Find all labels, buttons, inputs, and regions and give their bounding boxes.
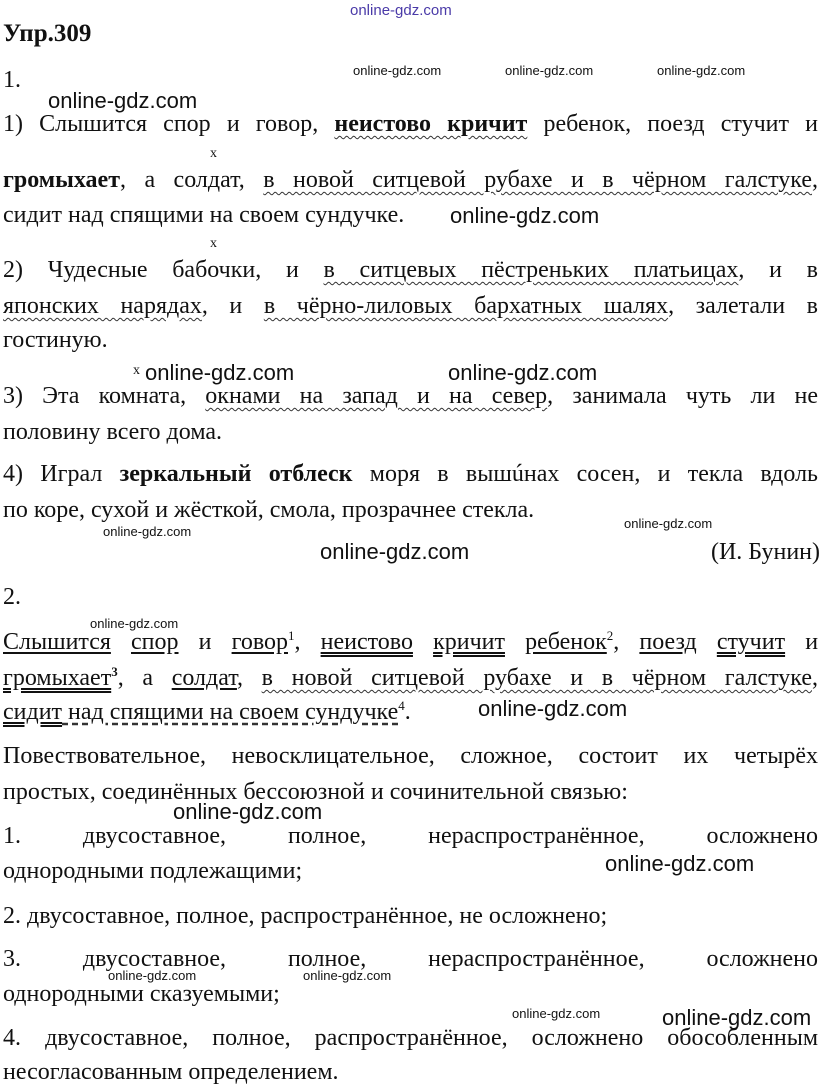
list-item [3, 1024, 818, 1052]
clause-index: 4 [398, 698, 405, 713]
watermark: online-gdz.com [450, 203, 600, 228]
watermark: online-gdz.com [624, 516, 713, 531]
highlighted-text: неистово кричит [334, 111, 528, 137]
watermark: online-gdz.com [478, 696, 628, 721]
text: , а [117, 665, 172, 691]
watermark: online-gdz.com [108, 968, 197, 983]
text: и [198, 629, 212, 655]
x-mark: x [210, 146, 217, 161]
text: , [294, 629, 301, 655]
watermark: online-gdz.com [173, 799, 323, 824]
text: , [812, 665, 818, 691]
text: , и [201, 293, 264, 319]
author: (И. Бунин) [710, 539, 820, 565]
text: ребенок, поезд стучит и [527, 111, 818, 137]
watermark: online-gdz.com [320, 539, 470, 564]
subject-word: говор [231, 629, 288, 655]
subject-word: ребенок [525, 629, 607, 655]
x-mark: x [133, 363, 140, 378]
text-line [3, 201, 404, 229]
text: , и в [738, 257, 818, 283]
text-line [3, 418, 222, 446]
list-item [3, 822, 818, 850]
watermark: online-gdz.com [145, 360, 295, 385]
watermark: online-gdz.com [303, 968, 392, 983]
text: гостиную. [3, 327, 108, 353]
watermark: online-gdz.com [662, 1005, 812, 1030]
text-line [3, 256, 818, 284]
watermark: online-gdz.com [103, 524, 192, 539]
exercise-title: Упр.309 [3, 20, 92, 47]
text-line [3, 496, 534, 524]
text-line [3, 166, 818, 194]
text: моря в вышúнах сосен, и текла вдоль [352, 461, 818, 487]
parsed-line [3, 698, 411, 726]
underlined-text: в новой ситцевой рубахе и в чёрном галстуке [263, 167, 813, 193]
part-number: 1. [3, 67, 21, 93]
watermark: online-gdz.com [90, 616, 179, 631]
highlighted-text: громыхает [3, 167, 120, 193]
text-line [3, 742, 818, 770]
text-line [3, 110, 818, 138]
text: 1. двусоставное, полное, нераспространённое, осложнено [3, 823, 818, 849]
text-line [3, 460, 818, 488]
text: , залетали в [668, 293, 818, 319]
underlined-text: в чёрно-лиловых бархатных шалях [263, 293, 669, 319]
text: однородными подлежащими; [3, 858, 303, 884]
x-mark: x [210, 236, 217, 251]
text: Повествовательное, невосклицательное, сложное, состоит их четырёх [3, 743, 818, 769]
watermark: online-gdz.com [505, 63, 594, 78]
subject-word: спор [131, 629, 179, 655]
clause-index: 1 [288, 628, 295, 643]
text-line [3, 778, 628, 806]
text: 2) Чудесные бабочки, и [3, 257, 324, 283]
text-line [3, 382, 818, 410]
text: . [404, 699, 411, 725]
text: 1) Слышится спор и говор, [3, 111, 335, 137]
predicate-word: кричит [433, 629, 505, 655]
watermark: online-gdz.com [448, 360, 598, 385]
watermark: online-gdz.com [353, 63, 442, 78]
text: , [812, 167, 819, 193]
text: , [236, 665, 262, 691]
text: 3) Эта комната, [3, 383, 206, 409]
watermark: online-gdz.com [48, 88, 198, 113]
text-line [3, 326, 108, 354]
watermark: online-gdz.com [605, 851, 755, 876]
text: несогласованным определением. [3, 1059, 339, 1085]
part-number: 2. [3, 584, 21, 610]
clause-index: 2 [606, 628, 614, 643]
watermark: online-gdz.com [350, 2, 452, 19]
subject-word: солдат [171, 665, 237, 691]
predicate-word: неистово [320, 629, 413, 655]
list-item [3, 857, 302, 885]
text: однородными сказуемыми; [3, 981, 280, 1007]
list-item [3, 945, 818, 973]
text: , а солдат, [120, 167, 264, 193]
list-item [3, 902, 607, 930]
text: сидит над спящими на своем сундучке. [3, 202, 405, 228]
text: 4. двусоставное, полное, распространённое, осложнено обособленным [3, 1025, 818, 1051]
predicate-word: громыхает [3, 665, 112, 691]
attribute-phrase: в новой ситцевой рубахе и в чёрном галстуке [261, 665, 812, 691]
parsed-line [3, 628, 818, 656]
clause-index: 3 [111, 664, 118, 679]
predicate-word: сидит [3, 699, 63, 725]
text: и [805, 629, 819, 655]
text: 4) Играл [3, 461, 120, 487]
underlined-text: японских нарядах [3, 293, 202, 319]
text: по коре, сухой и жёсткой, смола, прозрачнее стекла. [3, 497, 535, 523]
subject-word: поезд [639, 629, 697, 655]
underlined-text: окнами на запад и на север [205, 383, 548, 409]
subject-word: Слышится [3, 629, 111, 655]
parsed-line [3, 664, 818, 692]
watermark: online-gdz.com [512, 1006, 601, 1021]
list-item [3, 980, 280, 1008]
adverbial-phrase: над спящими на своем сундучке [62, 699, 399, 725]
text: 2. двусоставное, полное, распространённое, не осложнено; [3, 903, 608, 929]
text: , [613, 629, 620, 655]
underlined-text: в ситцевых пёстреньких платьицах [323, 257, 739, 283]
text: , занимала чуть ли не [547, 383, 819, 409]
text: простых, соединённых бессоюзной и сочинительной связью: [3, 779, 628, 805]
watermark: online-gdz.com [657, 63, 746, 78]
predicate-word: стучит [716, 629, 786, 655]
text: половину всего дома. [3, 419, 222, 445]
highlighted-text: зеркальный отблеск [119, 461, 353, 487]
list-item [3, 1058, 339, 1086]
text-line [3, 292, 818, 320]
text: 3. двусоставное, полное, нераспространённое, осложнено [3, 946, 818, 972]
